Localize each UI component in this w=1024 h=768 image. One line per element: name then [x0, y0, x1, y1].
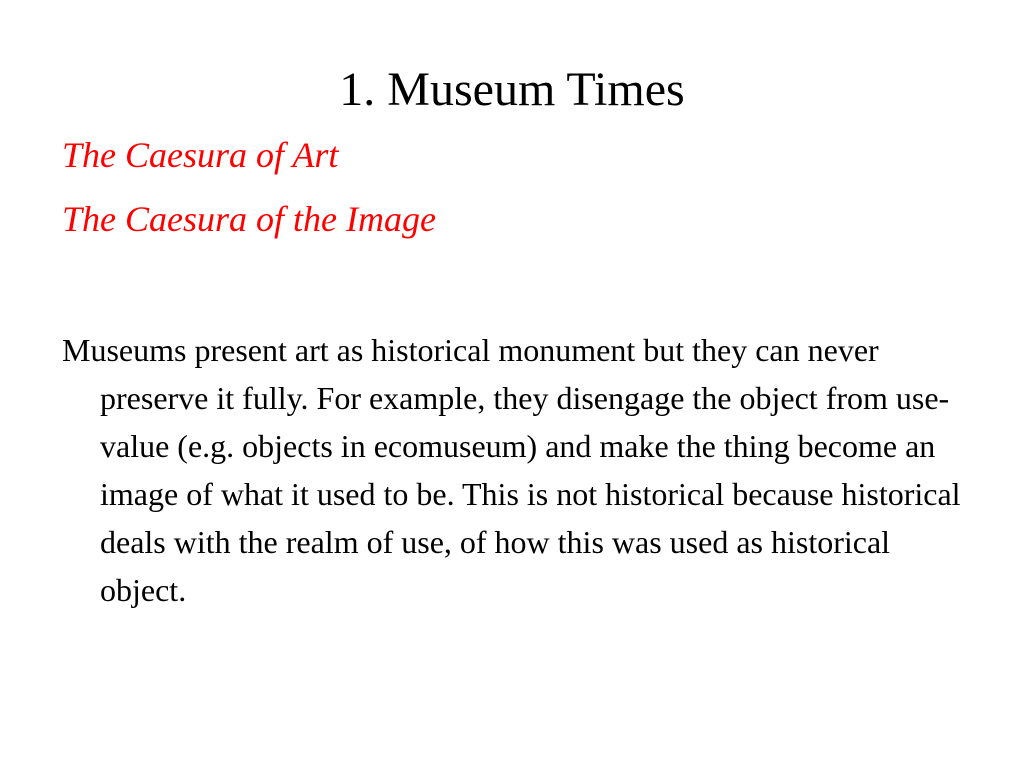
- subtitle-caesura-of-image: The Caesura of the Image: [62, 199, 436, 239]
- body-paragraph: Museums present art as historical monument but they can never preserve it fully. For example, they disengage the object from use-value (e.g. objects in ecomuseum) and make the thing become an image of what it used to be. This is not historical because historical deals with the realm of use, of how this was used as historical object.: [62, 332, 961, 608]
- slide-title: 1. Museum Times: [339, 63, 685, 116]
- subtitle-caesura-of-art: The Caesura of Art: [62, 135, 339, 175]
